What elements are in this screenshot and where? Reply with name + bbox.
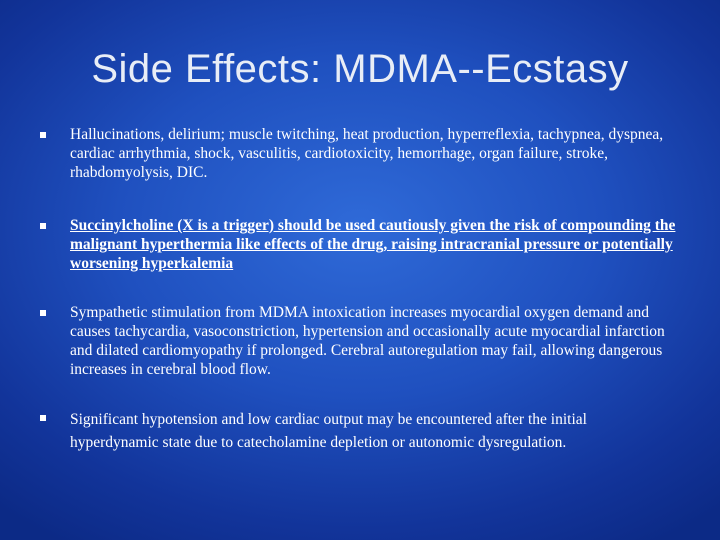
bullet-text: Significant hypotension and low cardiac output may be encountered after the initial hyperdynamic state due to catecholamine depletion or autonomic dysregulation. xyxy=(70,411,587,451)
square-bullet-icon xyxy=(40,132,46,138)
bullet-text: Hallucinations, delirium; muscle twitching, heat production, hyperreflexia, tachypnea, dyspnea, cardiac arrhythmia, shock, vasculitis, cardiotoxicity, hemorrhage, organ failure, stroke, rhabdomyolysis, DIC. xyxy=(70,126,664,181)
square-bullet-icon xyxy=(40,415,46,421)
square-bullet-icon xyxy=(40,310,46,316)
bullet-text-emphasized: Succinylcholine (X is a trigger) should be used cautiously given the risk of compounding the malignant hyperthermia like effects of the drug, raising intracranial pressure or potentially worsening hyperkalemia xyxy=(70,217,676,272)
bullet-text: Sympathetic stimulation from MDMA intoxication increases myocardial oxygen demand and causes tachycardia, vasoconstriction, hypertension and occasionally acute myocardial infarction and dilated cardiomyopathy if prolonged. Cerebral autoregulation may fail, allowing dangerous increases in cerebral blood flow. xyxy=(70,304,665,378)
slide-title: Side Effects: MDMA--Ecstasy xyxy=(91,47,629,91)
square-bullet-icon xyxy=(40,223,46,229)
